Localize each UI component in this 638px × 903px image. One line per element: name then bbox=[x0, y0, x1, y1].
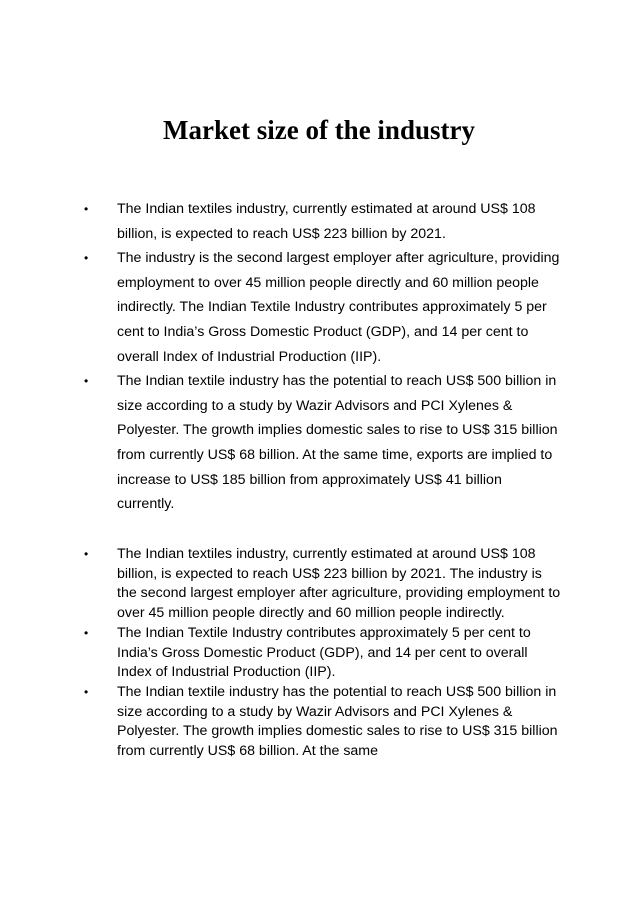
list-item bbox=[0, 246, 562, 369]
bullet-icon: • bbox=[84, 684, 89, 699]
list-item-text: The industry is the second largest employer after agriculture, providing employment to over 45 million people directly and 60 million people indirectly. The Indian Textile Industry contributes approximately 5 per cent to India’s Gross Domestic Product (GDP), and 14 per cent to overall Index of Industrial Production (IIP). bbox=[117, 250, 560, 365]
bullet-icon: • bbox=[84, 202, 89, 216]
list-item-text: The Indian textile industry has the potential to reach US$ 500 billion in size according to a study by Wazir Advisors and PCI Xylenes & Polyester. The growth implies domestic sales to rise to US$ 315 billion from currently US$ 68 billion. At the same time, exports are implied to increase to US$ 185 billion from approximately US$ 41 billion currently. bbox=[117, 373, 558, 513]
list-item bbox=[0, 369, 562, 517]
list-item-text: The Indian textile industry has the potential to reach US$ 500 billion in size according to a study by Wazir Advisors and PCI Xylenes & Polyester. The growth implies domestic sales to rise to US$ 315 billion from currently US$ 68 billion. At the same bbox=[117, 683, 558, 760]
bullet-icon: • bbox=[84, 547, 89, 561]
list-item bbox=[0, 197, 562, 246]
bullet-icon: • bbox=[84, 374, 89, 389]
bullet-list-primary bbox=[0, 197, 562, 517]
page-title: Market size of the industry bbox=[163, 115, 475, 145]
list-item-text: The Indian textiles industry, currently estimated at around US$ 108 billion, is expected to reach US$ 223 billion by 2021. The industry is the second largest employer after agriculture, providing employment to over 45 million people directly and 60 million people indirectly. bbox=[117, 546, 561, 622]
list-item bbox=[0, 545, 562, 624]
list-item bbox=[0, 624, 562, 683]
bullet-icon: • bbox=[84, 251, 89, 266]
list-item-text: The Indian textiles industry, currently estimated at around US$ 108 billion, is expected to reach US$ 223 billion by 2021. bbox=[117, 201, 536, 242]
list-item-text: The Indian Textile Industry contributes approximately 5 per cent to India’s Gross Domestic Product (GDP), and 14 per cent to overall Index of Industrial Production (IIP). bbox=[117, 624, 531, 681]
bullet-icon: • bbox=[84, 625, 89, 640]
list-item bbox=[0, 683, 562, 762]
bullet-list-secondary bbox=[0, 545, 562, 762]
